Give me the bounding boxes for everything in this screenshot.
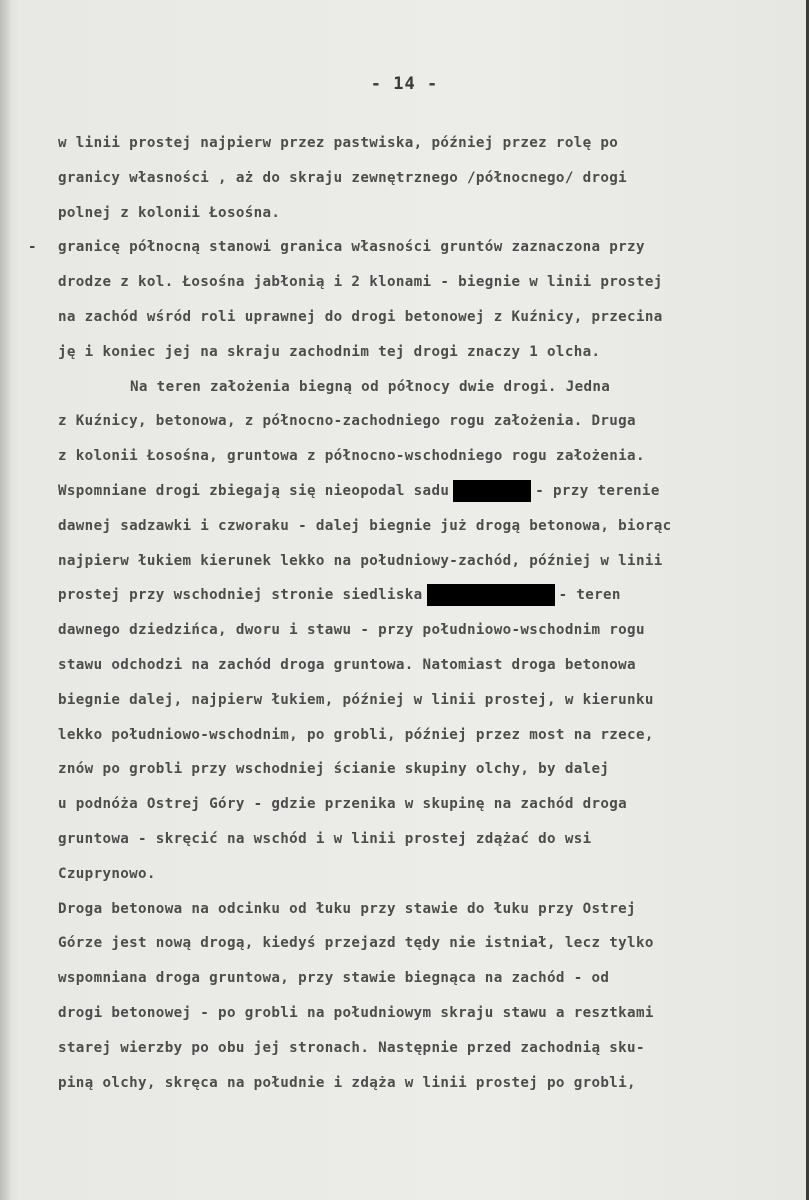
text-line: dawnego dziedzińca, dworu i stawu - przy południowo-wschodnim rogu [58, 622, 645, 639]
text-line: piną olchy, skręca na południe i zdąża w linii prostej po grobli, [58, 1074, 636, 1091]
text-line: najpierw łukiem kierunek lekko na południowy-zachód, później w linii [58, 552, 663, 569]
text-line: u podnóża Ostrej Góry - gdzie przenika w skupinę na zachód droga [58, 796, 628, 813]
text-line: w linii prostej najpierw przez pastwiska, później przez rolę po [58, 135, 619, 151]
text-line: znów po grobli przy wschodniej ścianie skupiny olchy, by dalej [58, 761, 610, 778]
text-line: wspomniana droga gruntowa, przy stawie biegnąca na zachód - od [58, 970, 610, 987]
text-line-content: granicę północną stanowi granica własności gruntów zaznaczona przy [58, 239, 645, 256]
list-dash-marker: - [28, 239, 37, 256]
redaction-box [427, 584, 555, 606]
text-line-with-redaction [58, 578, 788, 613]
text-line: granicy własności , aż do skraju zewnętrznego /północnego/ drogi [58, 169, 628, 186]
text-line: drogi betonowej - po grobli na południowym skraju stawu a resztkami [58, 1004, 654, 1021]
text-line: dawnej sadzawki i czworaku - dalej biegnie już drogą betonowa, biorąc [58, 517, 672, 534]
text-segment: Wspomniane drogi zbiegają się nieopodal sadu [58, 482, 450, 499]
text-line: lekko południowo-wschodnim, po grobli, później przez most na rzece, [58, 726, 654, 743]
text-line-with-redaction [58, 474, 788, 509]
page-number: - 14 - [370, 74, 439, 94]
text-line: stawu odchodzi na zachód droga gruntowa. Natomiast droga betonowa [58, 656, 636, 673]
text-line: drodze z kol. Łosośna jabłonią i 2 klonami - biegnie w linii prostej [58, 274, 663, 291]
text-line: gruntowa - skręcić na wschód i w linii prostej zdążać do wsi [58, 830, 592, 847]
text-segment: prostej przy wschodniej stronie siedliska [58, 587, 423, 604]
text-line: Górze jest nową drogą, kiedyś przejazd tędy nie istniał, lecz tylko [58, 935, 654, 952]
text-line: Czuprynowo. [58, 865, 156, 882]
text-line-list-item [28, 230, 788, 265]
text-line: starej wierzby po obu jej stronach. Następnie przed zachodnią sku- [58, 1039, 645, 1056]
paragraph-first-line: Droga betonowa na odcinku od łuku przy stawie do łuku przy Ostrej [58, 900, 636, 917]
text-line: z Kuźnicy, betonowa, z północno-zachodniego rogu założenia. Druga [58, 413, 636, 430]
text-segment: - przy terenie [535, 482, 660, 499]
paragraph-first-line: Na teren założenia biegną od północy dwie drogi. Jedna [130, 378, 611, 395]
text-segment: - teren [558, 587, 621, 604]
page-left-edge [0, 0, 10, 1200]
text-line: ję i koniec jej na skraju zachodnim tej drogi znaczy 1 olcha. [58, 343, 601, 360]
document-body [28, 126, 788, 1100]
text-line: z kolonii Łosośna, gruntowa z północno-wschodniego rogu założenia. [58, 448, 645, 465]
text-line: polnej z kolonii Łosośna. [58, 204, 281, 221]
text-line: biegnie dalej, najpierw łukiem, później w linii prostej, w kierunku [58, 691, 654, 708]
redaction-box [453, 480, 531, 502]
text-line: na zachód wśród roli uprawnej do drogi betonowej z Kuźnicy, przecina [58, 308, 663, 325]
